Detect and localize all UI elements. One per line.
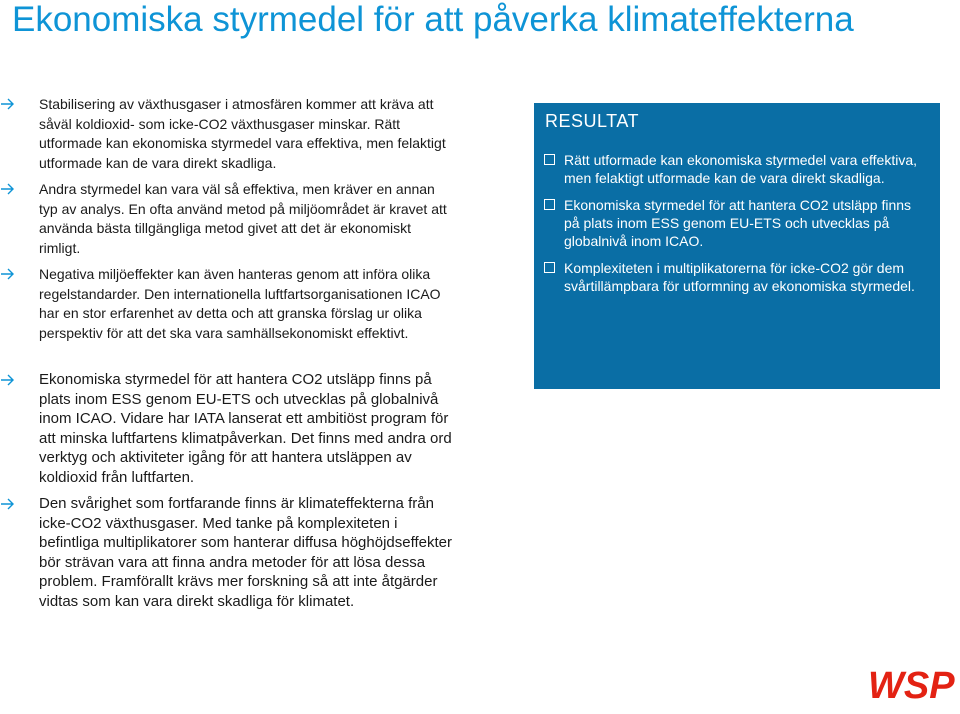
result-panel [534,103,940,389]
checkbox-icon [544,154,555,165]
bullet-text: Ekonomiska styrmedel för att hantera CO2 utsläpp finns på plats inom ESS genom EU-ETS och utvecklas på globalnivå inom ICAO. Vidare har IATA lanserat ett ambitiöst program för att minska luftfartens klimatpåverkan. Det finns med andra ord verktyg och aktiviteter igång för att hantera utsläppen av koldioxid från luftfarten. [39,371,452,486]
result-list [544,151,930,304]
bullet-text: Negativa miljöeffekter kan även hanteras genom att införa olika regelstandarder. Den internationella luftfartsorganisationen ICAO har en stor erfarenhet av detta och att granska förslag ur olika perspektiv för att det ska vara samhällsekonomiskt effektivt. [39,266,441,341]
arrow-right-icon [0,182,16,196]
wsp-logo [866,658,958,706]
result-item-text: Rätt utformade kan ekonomiska styrmedel vara effektiva, men felaktigt utformade kan de vara direkt skadliga. [564,152,918,186]
bullet-text: Stabilisering av växthusgaser i atmosfären kommer att kräva att såväl koldioxid- som icke-CO2 växthusgaser minskar. Rätt utformade kan ekonomiska styrmedel vara effektiva, men felaktigt utformade kan de vara direkt skadliga. [39,96,446,171]
result-item [544,259,930,295]
result-heading: RESULTAT [545,111,640,131]
result-item [544,196,930,250]
arrow-right-icon [0,373,16,387]
page-title: Ekonomiska styrmedel för att påverka klimateffekterna [12,0,854,39]
result-item-text: Ekonomiska styrmedel för att hantera CO2 utsläpp finns på plats inom ESS genom EU-ETS och utvecklas på globalnivå inom ICAO. [564,197,912,249]
logo-text: WSP [868,665,955,706]
arrow-right-icon [0,97,16,111]
bullet-text: Den svårighet som fortfarande finns är klimateffekterna från icke-CO2 växthusgaser. Med tanke på komplexiteten i befintliga multiplikatorer som hanterar diffusa höghöjdseffekter bör strävan vara att finna andra metoder för att lösa dessa problem. Framförallt krävs mer forskning så att inte åtgärder vidtas som kan vara direkt skadliga för klimatet. [39,495,453,610]
bullet-text: Andra styrmedel kan vara väl så effektiva, men kräver en annan typ av analys. En ofta använd metod på miljöområdet är kravet att använda bästa tillgängliga metod givet att det är ekonomiskt rimligt. [39,181,447,256]
result-item-text: Komplexiteten i multiplikatorerna för icke-CO2 gör dem svårtillämpbara för utformning av ekonomiska styrmedel. [564,260,915,294]
arrow-right-icon [0,497,16,511]
result-item [544,151,930,187]
checkbox-icon [544,199,555,210]
arrow-right-icon [0,267,16,281]
checkbox-icon [544,262,555,273]
